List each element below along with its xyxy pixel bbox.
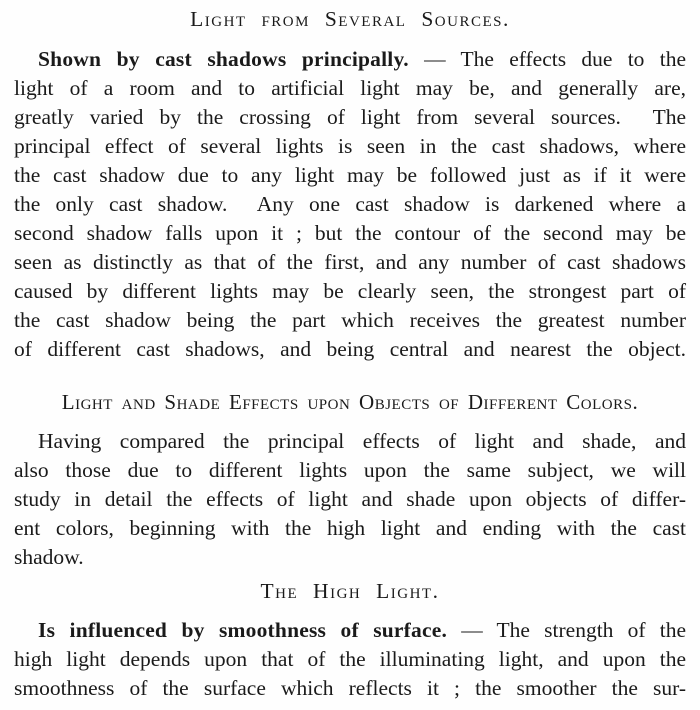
text-line: Having compared the principal effects of light and shade, and — [38, 429, 686, 453]
text-line: light of a room and to artificial light may be, and generally are, — [14, 76, 686, 100]
text-line: seen as distinctly as that of the first, and any number of cast shadows — [14, 250, 686, 274]
text-line: high light depends upon that of the illuminating light, and upon the — [14, 647, 686, 671]
paragraph-lead-rest: — The effects due to the — [408, 47, 686, 71]
text-line: caused by different lights may be clearly seen, the strongest part of — [14, 279, 686, 303]
paragraph-lead-rest: — The strength of the — [447, 618, 686, 642]
text-line: the only cast shadow. Any one cast shadow is darkened where a — [14, 192, 686, 216]
text-line: ent colors, beginning with the high light and ending with the cast — [14, 516, 686, 540]
text-line: shadow. — [14, 545, 84, 569]
text-line: greatly varied by the crossing of light from several sources. The — [14, 105, 686, 129]
text-line — [14, 45, 686, 74]
paragraph-smoothness-of-surface — [14, 616, 686, 703]
text-line: also those due to different lights upon the same subject, we will — [14, 458, 686, 482]
paragraph-lead: Is influenced by smoothness of surface. — [38, 618, 448, 642]
text-line: principal effect of several lights is seen in the cast shadows, where — [14, 134, 686, 158]
paragraph-having-compared — [14, 427, 686, 572]
paragraph-cast-shadows — [14, 45, 686, 364]
text-line: smoothness of the surface which reflects it ; the smoother the sur- — [14, 676, 686, 700]
text-line: the cast shadow being the part which receives the greatest number — [14, 308, 686, 332]
text-line: study in detail the effects of light and shade upon objects of differ- — [14, 487, 686, 511]
section-heading-light-from-several-sources: Light from Several Sources. — [190, 7, 510, 31]
text-line: second shadow falls upon it ; but the contour of the second may be — [14, 221, 686, 245]
paragraph-lead: Shown by cast shadows principally. — [38, 47, 409, 71]
text-line: of different cast shadows, and being central and nearest the object. — [14, 337, 686, 361]
section-heading-light-and-shade-effects: Light and Shade Effects upon Objects of Different Colors. — [61, 390, 639, 414]
text-line — [14, 616, 686, 645]
text-line: the cast shadow due to any light may be followed just as if it were — [14, 163, 686, 187]
section-heading-the-high-light: The High Light. — [260, 579, 440, 603]
